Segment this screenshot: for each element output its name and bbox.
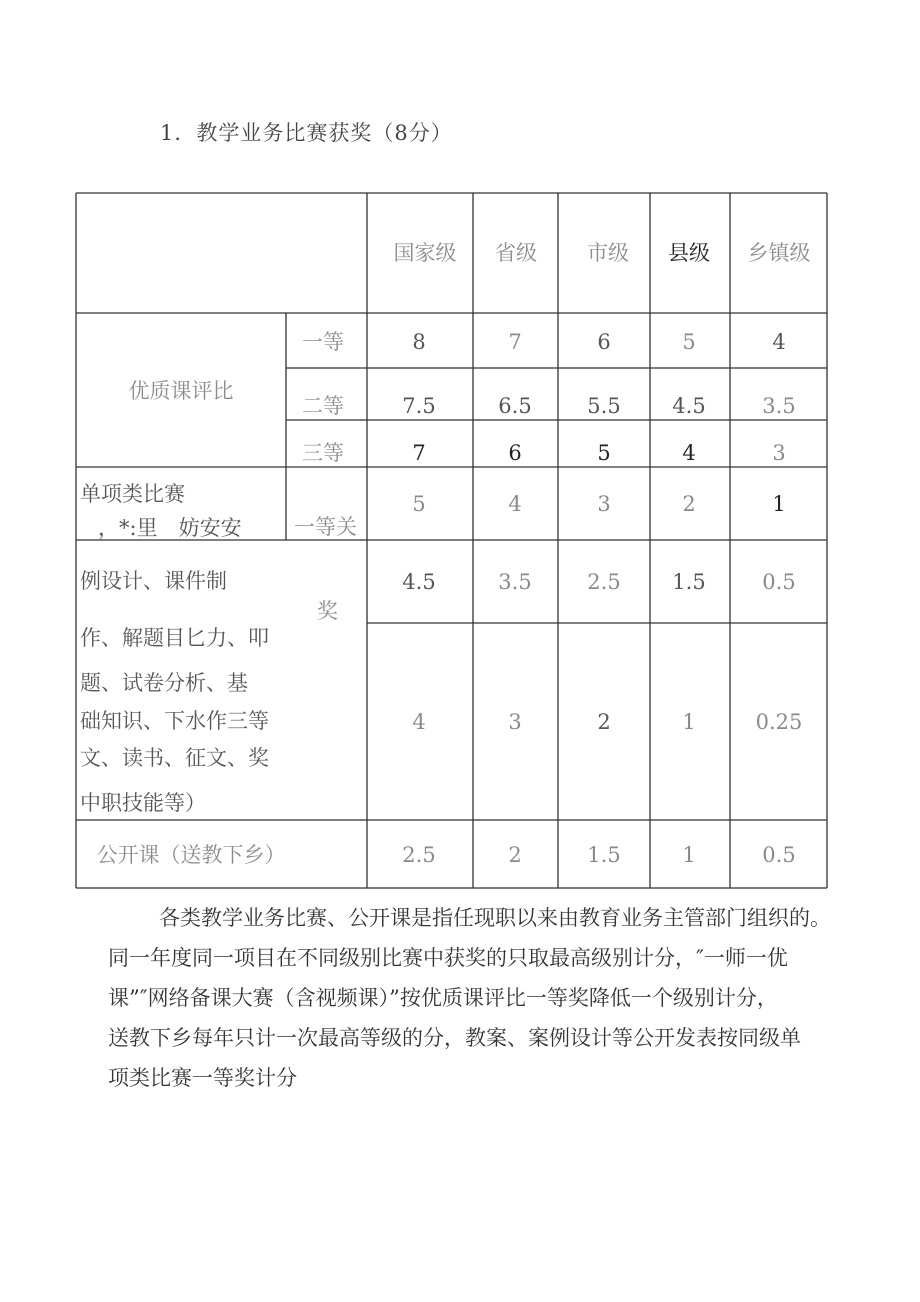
cell-gongkai-city: 1.5 bbox=[587, 843, 621, 867]
cell-youzhi-3-national: 7 bbox=[412, 441, 426, 465]
paragraph-line-1: 各类教学业务比赛、公开课是指任现职以来由教育业务主管部门组织的。 bbox=[159, 906, 831, 930]
grade-second: 二等 bbox=[302, 394, 344, 418]
cell-gongkai-township: 0.5 bbox=[762, 843, 796, 867]
col-header-city: 市级 bbox=[587, 241, 629, 265]
cell-danxiang-2-township: 0.5 bbox=[762, 570, 796, 594]
cell-youzhi-2-county: 4.5 bbox=[672, 394, 706, 418]
cell-youzhi-3-township: 3 bbox=[772, 441, 786, 465]
grade-first: 一等 bbox=[302, 330, 344, 354]
cell-danxiang-3-county: 1 bbox=[682, 710, 696, 734]
cell-danxiang-1-city: 3 bbox=[597, 492, 611, 516]
col-header-township: 乡镇级 bbox=[747, 241, 811, 265]
cell-danxiang-3-township: 0.25 bbox=[755, 710, 803, 734]
cell-gongkai-national: 2.5 bbox=[402, 843, 436, 867]
danxiang-label-line-7: 文、读书、征文、奖 bbox=[80, 746, 269, 770]
cell-youzhi-2-city: 5.5 bbox=[587, 394, 621, 418]
cell-youzhi-1-county: 5 bbox=[682, 330, 696, 354]
cell-danxiang-2-national: 4.5 bbox=[402, 570, 436, 594]
grade-third: 三等 bbox=[302, 441, 344, 465]
danxiang-grade-first: 一等关 bbox=[294, 515, 357, 539]
section-heading: 1．教学业务比赛获奖（8分） bbox=[160, 121, 453, 145]
danxiang-label-line-2: ，*:里 妨安安 bbox=[98, 516, 242, 540]
cell-danxiang-2-county: 1.5 bbox=[672, 570, 706, 594]
danxiang-label-line-8: 中职技能等） bbox=[80, 791, 206, 815]
cell-danxiang-1-county: 2 bbox=[682, 492, 696, 516]
row-label-youzhi: 优质课评比 bbox=[128, 379, 234, 403]
danxiang-label-line-1: 单项类比赛 bbox=[80, 482, 185, 506]
cell-youzhi-2-township: 3.5 bbox=[762, 394, 796, 418]
cell-danxiang-2-provincial: 3.5 bbox=[498, 570, 532, 594]
cell-danxiang-1-provincial: 4 bbox=[508, 492, 522, 516]
paragraph-line-2: 同一年度同一项目在不同级别比赛中获奖的只取最高级别计分，″一师一优 bbox=[108, 946, 788, 970]
danxiang-label-line-6: 础知识、下水作三等 bbox=[80, 709, 269, 733]
cell-youzhi-3-city: 5 bbox=[597, 441, 611, 465]
cell-youzhi-3-county: 4 bbox=[682, 441, 696, 465]
col-header-national: 国家级 bbox=[393, 241, 457, 265]
paragraph-line-5: 项类比赛一等奖计分 bbox=[108, 1066, 297, 1090]
danxiang-label-line-3: 例设计、课件制 bbox=[80, 569, 227, 593]
row-label-gongkai: 公开课（送教下乡） bbox=[96, 843, 286, 867]
paragraph-line-3: 课”″网络备课大赛（含视频课）”按优质课评比一等奖降低一个级别计分， bbox=[108, 986, 778, 1010]
cell-danxiang-1-township: 1 bbox=[772, 492, 786, 516]
paragraph-line-4: 送教下乡每年只计一次最高等级的分，教案、案例设计等公开发表按同级单 bbox=[108, 1026, 801, 1050]
cell-danxiang-3-city: 2 bbox=[597, 710, 611, 734]
cell-youzhi-1-provincial: 7 bbox=[508, 330, 522, 354]
cell-gongkai-county: 1 bbox=[682, 843, 696, 867]
danxiang-label-line-5: 题、试卷分析、基 bbox=[80, 671, 248, 695]
col-header-county: 县级 bbox=[668, 241, 710, 265]
cell-danxiang-3-provincial: 3 bbox=[508, 710, 522, 734]
cell-youzhi-2-provincial: 6.5 bbox=[498, 394, 532, 418]
danxiang-grade-second: 奖 bbox=[317, 599, 338, 623]
cell-gongkai-provincial: 2 bbox=[508, 843, 522, 867]
cell-danxiang-2-city: 2.5 bbox=[587, 570, 621, 594]
cell-youzhi-2-national: 7.5 bbox=[402, 394, 436, 418]
cell-danxiang-3-national: 4 bbox=[412, 710, 426, 734]
cell-danxiang-1-national: 5 bbox=[412, 492, 426, 516]
danxiang-label-line-4: 作、解题目匕力、叩 bbox=[80, 626, 269, 650]
cell-youzhi-1-city: 6 bbox=[597, 330, 611, 354]
cell-youzhi-1-township: 4 bbox=[772, 330, 786, 354]
col-header-provincial: 省级 bbox=[495, 241, 537, 265]
cell-youzhi-3-provincial: 6 bbox=[508, 441, 522, 465]
cell-youzhi-1-national: 8 bbox=[412, 330, 426, 354]
